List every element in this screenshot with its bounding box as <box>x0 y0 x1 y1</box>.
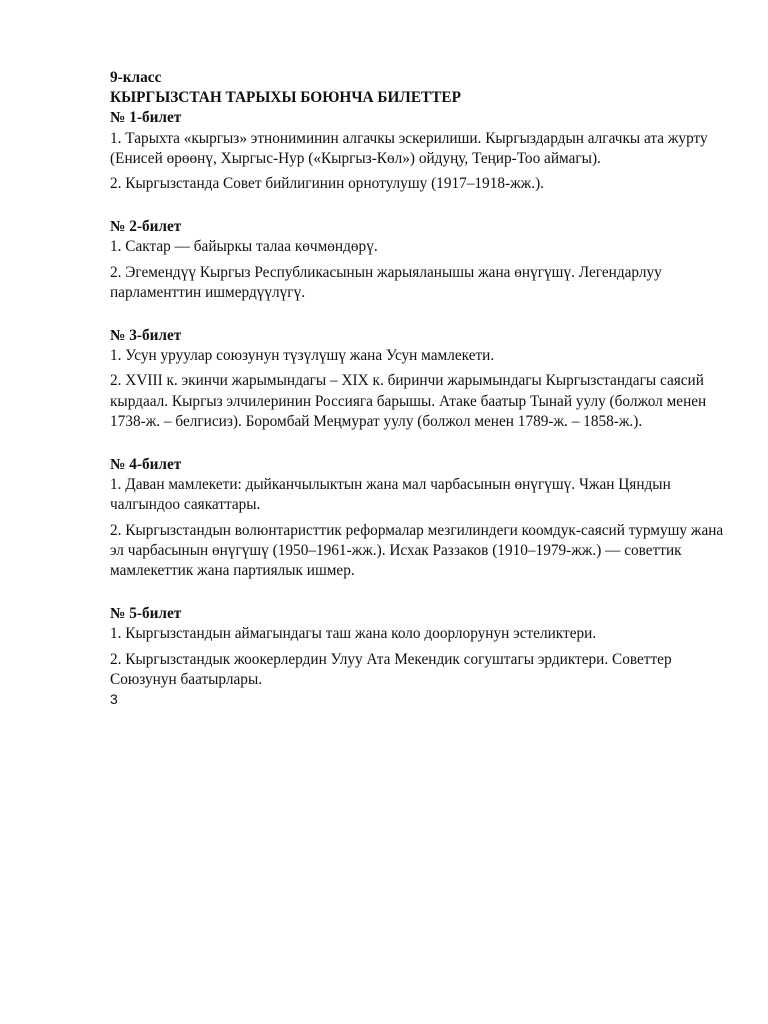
spacer <box>110 586 730 604</box>
ticket-question: 2. Эгемендүү Кыргыз Республикасынын жарыяланышы жана өнүгүшү. Легендарлуу парламенттин ишмердүүлүгү. <box>110 263 662 301</box>
ticket-heading: № 3-билет <box>110 327 182 345</box>
document-title: КЫРГЫЗСТАН ТАРЫХЫ БОЮНЧА БИЛЕТТЕР <box>110 89 461 107</box>
ticket-question: 1. Усун уруулар союзунун түзүлүшү жана Усун мамлекети. <box>110 347 495 365</box>
ticket-heading: № 1-билет <box>110 109 182 127</box>
ticket-question: 1. Даван мамлекети: дыйканчылыктын жана мал чарбасынын өнүгүшү. Чжан Цяндын чалгындоо саякаттары. <box>110 476 671 514</box>
ticket-heading: № 4-билет <box>110 456 182 474</box>
ticket-question: 2. Кыргызстанда Совет бийлигинин орнотулушу (1917–1918-жж.). <box>110 175 544 193</box>
ticket-question: 1. Тарыхта «кыргыз» этнониминин алгачкы эскерилиши. Кыргыздардын алгачкы ата журту (Енисей өрөөнү, Хыргыс-Нур («Кыргыз-Көл») ойдуңу, Теңир-Тоо аймагы). <box>110 129 708 167</box>
spacer <box>110 308 730 326</box>
spacer <box>110 437 730 455</box>
ticket-question: 2. Кыргызстандык жоокерлердин Улуу Ата Мекендик согуштагы эрдиктери. Советтер Союзунун баатырлары. <box>110 650 672 688</box>
grade-label: 9-класс <box>110 69 162 86</box>
ticket-heading: № 2-билет <box>110 218 182 236</box>
ticket-heading: № 5-билет <box>110 605 182 623</box>
ticket-5 <box>110 604 730 690</box>
ticket-3 <box>110 326 730 432</box>
document-page <box>110 68 730 708</box>
ticket-2 <box>110 217 730 303</box>
ticket-4 <box>110 455 730 581</box>
ticket-1 <box>110 108 730 194</box>
ticket-question: 2. XVIII к. экинчи жарымындагы – XIX к. биринчи жарымындагы Кыргызстандагы саясий кырдаал. Кыргыз элчилеринин Россияга барышы. Атаке баатыр Тынай уулу (болжол менен 1738-ж. – белгисиз). Боромбай Меңмурат уулу (болжол менен 1789-ж. – 1858-ж.). <box>110 372 707 430</box>
spacer <box>110 199 730 217</box>
ticket-question: 1. Кыргызстандын аймагындагы таш жана коло доорлорунун эстеликтери. <box>110 625 597 643</box>
page-number: 3 <box>110 691 118 708</box>
ticket-question: 2. Кыргызстандын волюнтаристтик реформалар мезгилиндеги коомдук-саясий турмушу жана эл чарбасынын өнүгүшү (1950–1961-жж.). Исхак Раззаков (1910–1979-жж.) — советтик мамлекеттик жана партиялык ишмер. <box>110 521 724 580</box>
ticket-question: 1. Сактар — байыркы талаа көчмөндөрү. <box>110 238 378 256</box>
